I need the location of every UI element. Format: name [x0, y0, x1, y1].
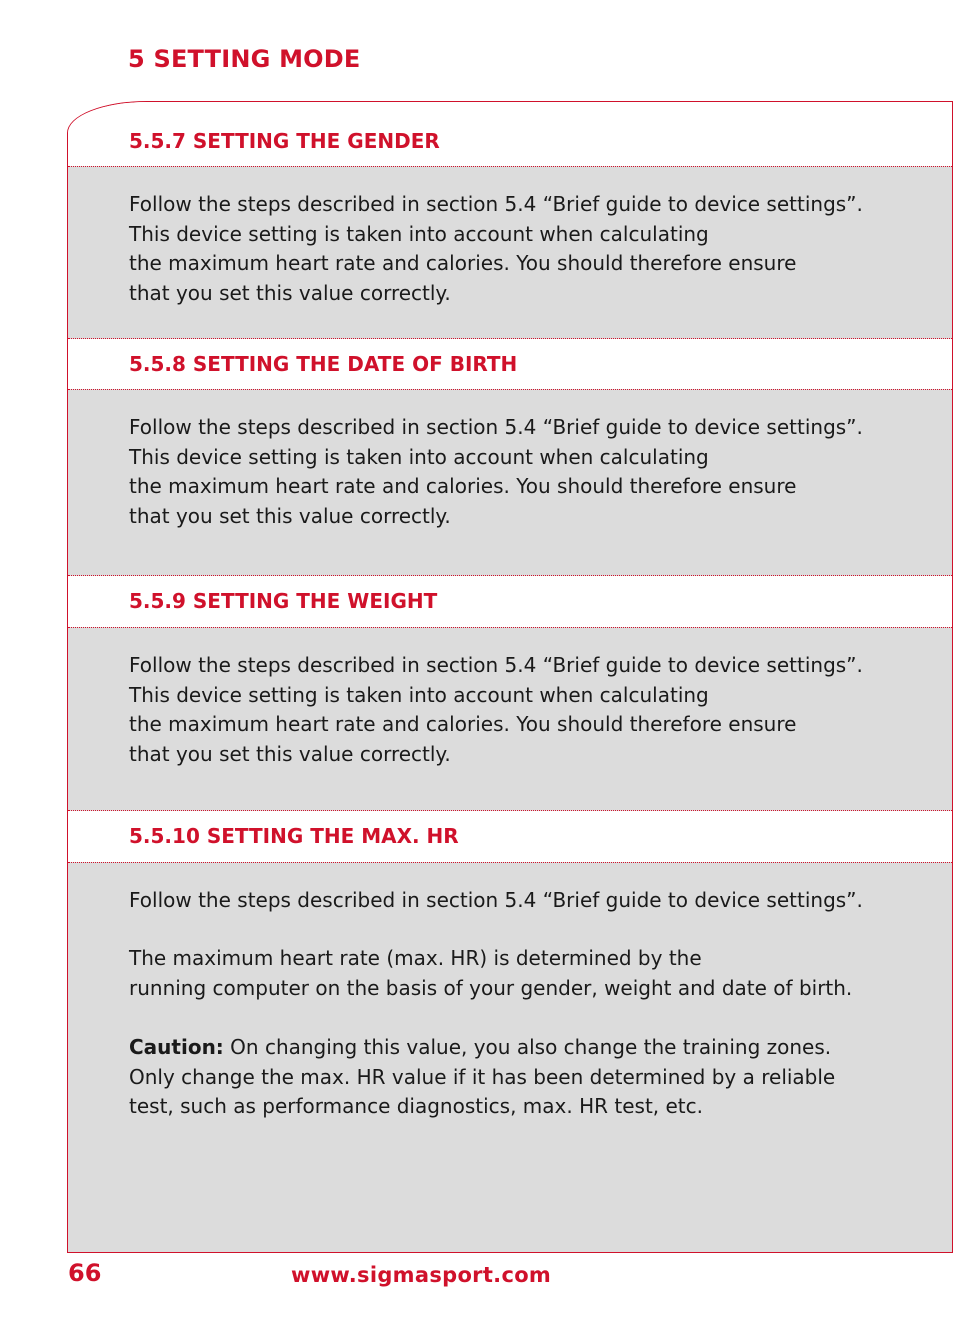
text-line: This device setting is taken into account when calculating — [129, 682, 709, 707]
section-text-birth — [129, 413, 863, 531]
chapter-title: 5 SETTING MODE — [128, 45, 361, 73]
section-heading-row-gender — [68, 102, 952, 166]
content-frame — [67, 101, 953, 1253]
section-body-gender — [68, 166, 952, 339]
text-line: Follow the steps described in section 5.4 “Brief guide to device settings”. — [129, 653, 863, 677]
text-line: that you set this value correctly. — [129, 280, 451, 305]
section-heading-row-maxhr — [68, 811, 952, 862]
section-body-maxhr — [68, 862, 952, 1253]
caution-line — [129, 1033, 835, 1063]
website-link[interactable]: www.sigmasport.com — [291, 1263, 552, 1287]
section-heading-row-weight — [68, 576, 952, 627]
page-number: 66 — [68, 1259, 102, 1287]
text-line: that you set this value correctly. — [129, 503, 451, 528]
caution-label: Caution: — [129, 1035, 224, 1059]
text-line: test, such as performance diagnostics, max. HR test, etc. — [129, 1094, 703, 1118]
section-heading-birth: 5.5.8 SETTING THE DATE OF BIRTH — [129, 352, 518, 376]
section-body-birth — [68, 389, 952, 576]
section-intro-maxhr — [129, 886, 863, 916]
text-line: Follow the steps described in section 5.4 “Brief guide to device settings”. — [129, 888, 863, 912]
text-line: the maximum heart rate and calories. You should therefore ensure — [129, 474, 797, 498]
text-line: the maximum heart rate and calories. You should therefore ensure — [129, 712, 797, 736]
section-text-gender — [129, 190, 863, 308]
text-line: that you set this value correctly. — [129, 741, 451, 766]
section-heading-row-birth — [68, 339, 952, 389]
section-heading-maxhr: 5.5.10 SETTING THE MAX. HR — [129, 824, 459, 848]
section-heading-weight: 5.5.9 SETTING THE WEIGHT — [129, 589, 438, 613]
text-line: On changing this value, you also change the training zones. — [223, 1035, 832, 1059]
section-text-weight — [129, 651, 863, 769]
section-body-weight — [68, 627, 952, 811]
text-line: running computer on the basis of your gender, weight and date of birth. — [129, 975, 853, 1000]
text-line: This device setting is taken into account when calculating — [129, 444, 709, 469]
section-caution-maxhr — [129, 1033, 835, 1122]
text-line: Follow the steps described in section 5.4 “Brief guide to device settings”. — [129, 415, 863, 439]
text-line: Only change the max. HR value if it has been determined by a reliable — [129, 1064, 836, 1089]
section-heading-gender: 5.5.7 SETTING THE GENDER — [129, 129, 440, 153]
text-line: The maximum heart rate (max. HR) is determined by the — [129, 946, 702, 970]
text-line: This device setting is taken into account when calculating — [129, 221, 709, 246]
section-text-maxhr — [129, 944, 852, 1003]
text-line: Follow the steps described in section 5.4 “Brief guide to device settings”. — [129, 192, 863, 216]
text-line: the maximum heart rate and calories. You should therefore ensure — [129, 251, 797, 275]
